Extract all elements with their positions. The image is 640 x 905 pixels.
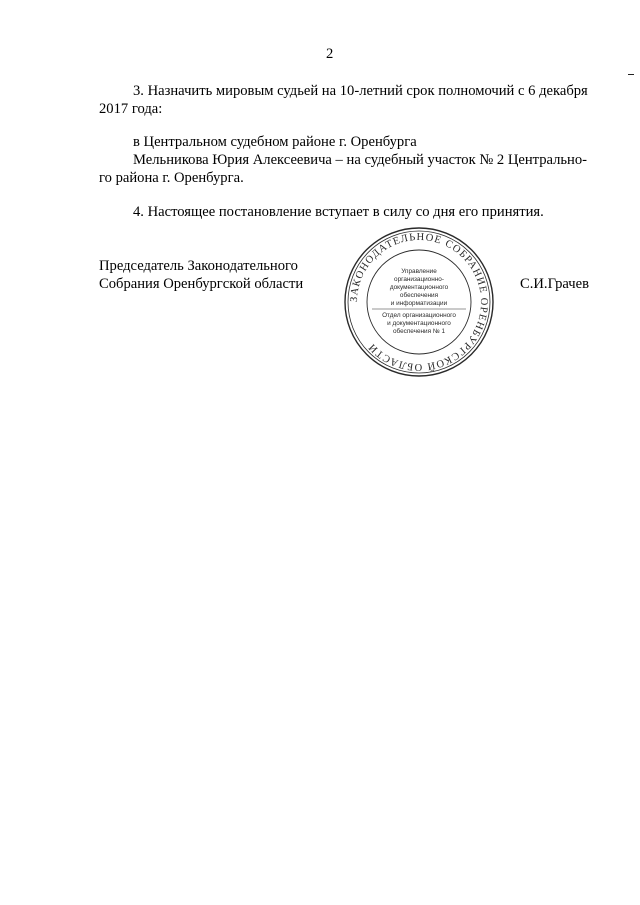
district-line: в Центральном судебном районе г. Оренбурга <box>133 134 417 150</box>
seal-inner-line: документационного <box>389 284 449 291</box>
page-number: 2 <box>326 46 334 62</box>
paragraph-3-line-1: 3. Назначить мировым судьей на 10-летний срок полномочий с 6 декабря <box>133 83 588 99</box>
signatory-name: С.И.Грачев <box>520 276 589 292</box>
seal-inner-line: обеспечения <box>399 292 439 299</box>
signatory-title-line-2: Собрания Оренбургской области <box>99 276 304 292</box>
seal-inner-line: Отдел организационного <box>382 312 456 319</box>
seal-ring-text: ЗАКОНОДАТЕЛЬНОЕ СОБРАНИЕ ОРЕНБУРГСКОЙ ОБЛАСТИ <box>348 231 490 373</box>
seal-inner-text <box>382 268 456 335</box>
signatory-title-line-1: Председатель Законодательного <box>99 258 298 274</box>
seal-inner-line: обеспечения № 1 <box>392 328 446 335</box>
appointee-line-2: го района г. Оренбурга. <box>99 170 244 186</box>
seal-inner-line: организационно- <box>394 276 444 283</box>
seal-inner-line: Управление <box>401 268 437 275</box>
scan-edge-mark <box>628 74 634 75</box>
paragraph-4: 4. Настоящее постановление вступает в силу со дня его принятия. <box>133 204 544 220</box>
appointee-line-1: Мельникова Юрия Алексеевича – на судебный участок № 2 Центрально- <box>133 152 588 168</box>
seal-inner-line: и документационного <box>387 320 451 327</box>
seal-graphic <box>342 225 496 379</box>
official-seal-stamp <box>342 225 496 379</box>
seal-inner-line: и информатизации <box>390 300 448 307</box>
paragraph-3-line-2: 2017 года: <box>99 101 163 117</box>
